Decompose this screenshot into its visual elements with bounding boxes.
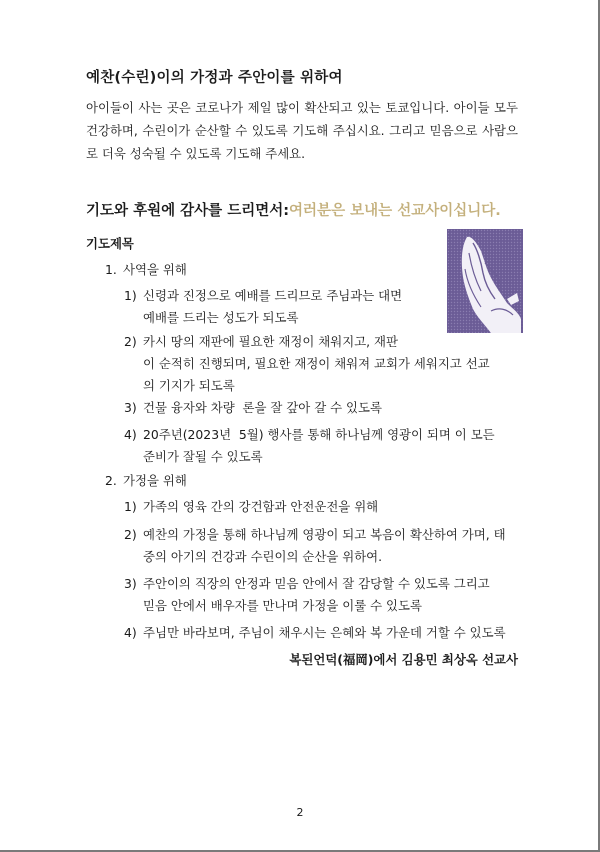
- section-title-family: 예찬(수린)이의 가정과 주안이를 위하여: [86, 70, 343, 86]
- praying-hands-icon: [447, 229, 523, 333]
- item-line: 주님만 바라보며, 주님이 채우시는 은혜와 복 가운데 거할 수 있도록: [143, 625, 506, 640]
- item-number: 1): [124, 288, 137, 303]
- item-text: [143, 622, 523, 644]
- item-line: 준비가 잘될 수 있도록: [143, 449, 263, 464]
- item-text: [143, 331, 523, 397]
- group-number: 2.: [105, 473, 117, 488]
- page-number: 2: [296, 806, 304, 819]
- item-line: 건물 융자와 차량 론을 잘 갚아 갈 수 있도록: [143, 400, 382, 415]
- item-number: 4): [124, 427, 137, 442]
- item-line: 주안이의 직장의 안정과 믿음 안에서 잘 감당할 수 있도록 그리고: [143, 576, 490, 591]
- item-line: 예배를 드리는 성도가 되도록: [143, 310, 299, 325]
- item-line: 믿음 안에서 배우자를 만나며 가정을 이룰 수 있도록: [143, 598, 422, 613]
- group-sub-family: [105, 470, 187, 492]
- thanks-title-accent: 여러분은 보내는 선교사이십니다.: [289, 203, 501, 219]
- item-line: 신령과 진정으로 예배를 드리므로 주님과는 대면: [143, 288, 403, 303]
- group-sub-ministry: [105, 259, 187, 281]
- item-line: 가족의 영육 간의 강건함과 안전운전을 위해: [143, 499, 379, 514]
- item-text: [143, 573, 523, 617]
- item-line: 의 기지가 되도록: [143, 378, 235, 393]
- group-label: 가정을 위해: [123, 473, 187, 488]
- group-label: 사역을 위해: [123, 262, 187, 277]
- item-text: [143, 397, 523, 419]
- group-number: 1.: [105, 262, 117, 277]
- item-number: 3): [124, 576, 137, 591]
- item-number: 2): [124, 334, 137, 349]
- item-line: 예찬의 가정을 통해 하나님께 영광이 되고 복음이 확산하여 가며, 태: [143, 527, 506, 542]
- item-number: 3): [124, 400, 137, 415]
- family-prayer-paragraph: 아이들이 사는 곳은 코로나가 제일 많이 확산되고 있는 토쿄입니다. 아이들 모두 건강하며, 수린이가 순산할 수 있도록 기도해 주십시요. 그리고 믿음으로 사람으로 더욱 성숙될 수 있도록 기도해 주세요.: [86, 100, 518, 161]
- signature-line: 복된언덕(福岡)에서 김용민 최상옥 선교사: [289, 652, 518, 667]
- prayer-topics-heading: 기도제목: [86, 236, 134, 251]
- item-line: 20주년(2023년 5월) 행사를 통해 하나님께 영광이 되며 이 모든: [143, 427, 495, 442]
- item-number: 2): [124, 527, 137, 542]
- item-text: [143, 496, 523, 518]
- section-title-thanks: [86, 199, 501, 220]
- item-number: 1): [124, 499, 137, 514]
- item-text: [143, 524, 523, 568]
- item-text: [143, 285, 443, 329]
- item-line: 카시 땅의 재판에 필요한 재정이 채워지고, 재판: [143, 334, 398, 349]
- item-text: [143, 424, 523, 468]
- item-number: 4): [124, 625, 137, 640]
- item-line: 이 순적히 진행되며, 필요한 재정이 채워져 교회가 세워지고 선교: [143, 356, 490, 371]
- thanks-title-main: 기도와 후원에 감사를 드리면서:: [86, 203, 290, 219]
- item-line: 중의 아기의 건강과 수린이의 순산을 위하여.: [143, 549, 383, 564]
